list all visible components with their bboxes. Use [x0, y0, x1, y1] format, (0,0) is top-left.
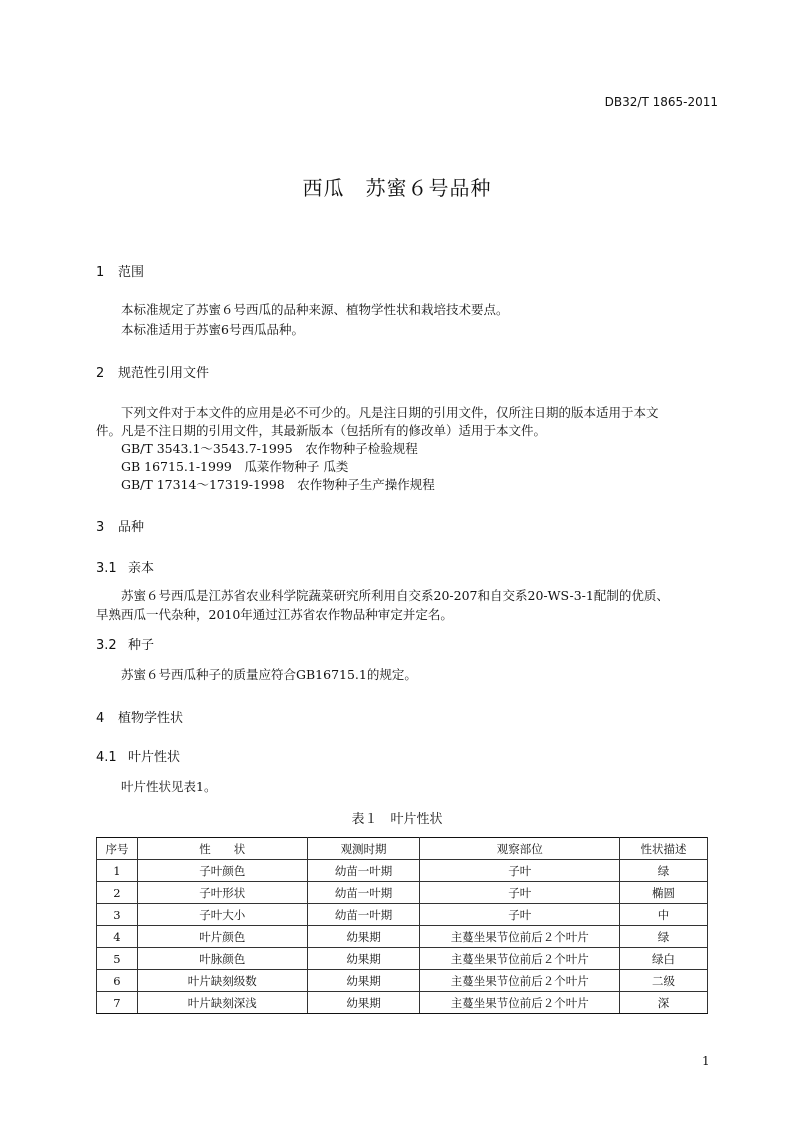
section-3-1-heading	[96, 557, 154, 576]
table-cell: 主蔓坐果节位前后２个叶片	[420, 992, 620, 1014]
paragraph: 早熟西瓜一代杂种，2010年通过江苏省农作物品种审定并定名。	[96, 607, 453, 622]
table-cell: 椭圆	[620, 882, 708, 904]
table-cell: 绿	[620, 926, 708, 948]
reference-item: GB 16715.1-1999 瓜菜作物种子 瓜类	[121, 459, 349, 474]
table-header-cell: 序号	[97, 838, 138, 860]
table-cell: 中	[620, 904, 708, 926]
table-cell: 幼苗一叶期	[307, 904, 420, 926]
table-cell: 幼果期	[307, 948, 420, 970]
table-cell: 主蔓坐果节位前后２个叶片	[420, 926, 620, 948]
table-cell: 子叶	[420, 860, 620, 882]
table-cell: 叶脉颜色	[137, 948, 307, 970]
paragraph: 本标准适用于苏蜜6号西瓜品种。	[121, 322, 304, 337]
section-title: 规范性引用文件	[118, 366, 210, 381]
section-3-2-heading	[96, 634, 154, 653]
section-title: 植物学性状	[118, 711, 184, 726]
table-cell: 主蔓坐果节位前后２个叶片	[420, 970, 620, 992]
section-number: 3.2	[96, 638, 117, 653]
reference-item: GB/T 3543.1～3543.7-1995 农作物种子检验规程	[121, 441, 418, 456]
paragraph: 本标准规定了苏蜜６号西瓜的品种来源、植物学性状和栽培技术要点。	[121, 302, 509, 317]
table-cell: 子叶大小	[137, 904, 307, 926]
table-row	[97, 926, 708, 948]
table-header-cell: 观察部位	[420, 838, 620, 860]
table-row	[97, 992, 708, 1014]
table-header-cell: 性状描述	[620, 838, 708, 860]
leaf-traits-table	[96, 837, 708, 1014]
table-cell: 绿白	[620, 948, 708, 970]
paragraph: 下列文件对于本文件的应用是必不可少的。凡是注日期的引用文件，仅所注日期的版本适用于本文	[121, 405, 659, 420]
section-number: 2	[96, 366, 105, 381]
table-cell: 幼苗一叶期	[307, 882, 420, 904]
table-cell: 5	[97, 948, 138, 970]
table-cell: 幼果期	[307, 926, 420, 948]
table-cell: 幼果期	[307, 992, 420, 1014]
table-cell: 幼苗一叶期	[307, 860, 420, 882]
table-cell: 3	[97, 904, 138, 926]
paragraph: 件。凡是不注日期的引用文件，其最新版本（包括所有的修改单）适用于本文件。	[96, 423, 547, 438]
section-number: 3	[96, 520, 105, 535]
table-cell: 幼果期	[307, 970, 420, 992]
page-title: 西瓜 苏蜜６号品种	[302, 176, 492, 200]
table-row	[97, 904, 708, 926]
section-1-heading	[96, 261, 144, 280]
table-cell: 主蔓坐果节位前后２个叶片	[420, 948, 620, 970]
table-cell: 深	[620, 992, 708, 1014]
section-title: 品种	[118, 520, 145, 535]
section-title: 范围	[118, 265, 145, 280]
table-cell: 子叶形状	[137, 882, 307, 904]
section-title: 叶片性状	[128, 750, 181, 765]
table-row	[97, 970, 708, 992]
table-cell: 4	[97, 926, 138, 948]
table-header-cell: 观测时期	[307, 838, 420, 860]
table-cell: 绿	[620, 860, 708, 882]
reference-item: GB/T 17314～17319-1998 农作物种子生产操作规程	[121, 477, 435, 492]
document-number: DB32/T 1865-2011	[604, 95, 718, 109]
table-cell: 子叶颜色	[137, 860, 307, 882]
section-title: 亲本	[128, 561, 155, 576]
section-2-heading	[96, 362, 209, 381]
section-title: 种子	[128, 638, 155, 653]
section-number: 4.1	[96, 750, 117, 765]
table-caption: 表１ 叶片性状	[351, 812, 443, 827]
table-header-cell: 性 状	[137, 838, 307, 860]
section-number: 1	[96, 265, 105, 280]
table-cell: 叶片缺刻深浅	[137, 992, 307, 1014]
paragraph: 叶片性状见表1。	[121, 779, 217, 794]
table-row	[97, 860, 708, 882]
section-4-1-heading	[96, 746, 180, 765]
table-cell: 叶片颜色	[137, 926, 307, 948]
table-header-row	[97, 838, 708, 860]
page-number: 1	[702, 1054, 710, 1068]
paragraph: 苏蜜６号西瓜种子的质量应符合GB16715.1的规定。	[121, 667, 417, 682]
table-cell: 7	[97, 992, 138, 1014]
table-cell: 6	[97, 970, 138, 992]
table-row	[97, 948, 708, 970]
section-number: 3.1	[96, 561, 117, 576]
table-cell: 二级	[620, 970, 708, 992]
table-cell: 子叶	[420, 882, 620, 904]
table-cell: 叶片缺刻级数	[137, 970, 307, 992]
section-3-heading	[96, 516, 144, 535]
table-cell: 2	[97, 882, 138, 904]
table-row	[97, 882, 708, 904]
table-cell: 1	[97, 860, 138, 882]
section-4-heading	[96, 707, 183, 726]
table-cell: 子叶	[420, 904, 620, 926]
section-number: 4	[96, 711, 105, 726]
paragraph: 苏蜜６号西瓜是江苏省农业科学院蔬菜研究所利用自交系20-207和自交系20-WS-3-1配制的优质、	[121, 588, 669, 603]
